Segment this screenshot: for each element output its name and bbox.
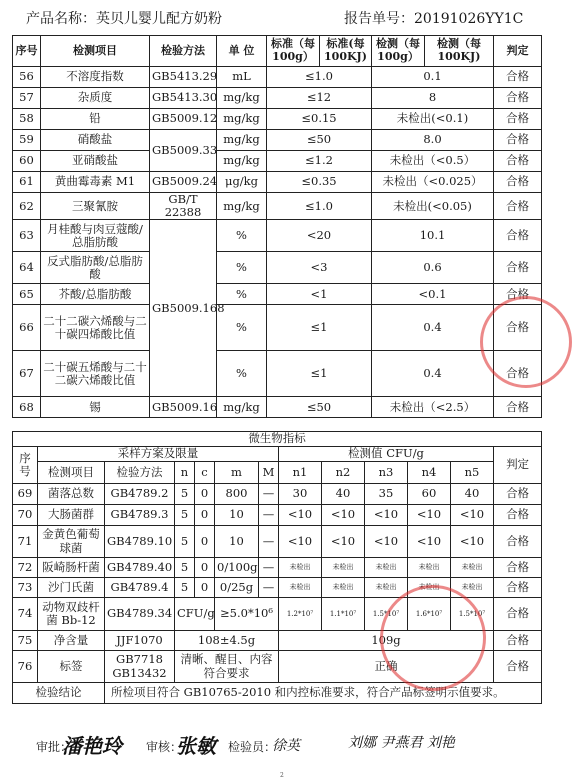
row-number: 63 [13,220,41,252]
table-row [13,130,542,151]
value-n1: 1.2*10⁷ [279,598,322,631]
judgement: 合格 [494,526,542,558]
test-method: GB5009.12 [150,109,217,130]
test-method: GB5009.168 [150,220,217,397]
detected-value: 未检出（<0.5） [372,151,494,172]
table-row [13,526,542,558]
standard-value: ≤1.0 [267,67,372,88]
value-n4: 1.6*10⁷ [408,598,451,631]
table-row [13,220,542,252]
judgement: 合格 [494,252,542,284]
test-item: 金黄色葡萄球菌 [38,526,105,558]
value-n5: 40 [451,484,494,505]
unit: μg/kg [217,172,267,193]
value-n4: 未检出 [408,578,451,598]
sample-c: 0 [195,558,215,578]
sample-n: 5 [175,526,195,558]
detected-value: 未检出（<0.025） [372,172,494,193]
row-number: 69 [13,484,38,505]
row-number: 71 [13,526,38,558]
judgement: 合格 [494,651,542,683]
value-n5: <10 [451,526,494,558]
table-row [13,351,542,397]
col-header-m: m [215,462,259,484]
judgement: 合格 [494,284,542,305]
test-item: 动物双歧杆菌 Bb-12 [38,598,105,631]
value-n2: 40 [322,484,365,505]
detected-value: 未检出(<0.05) [372,193,494,220]
test-method: JJF1070 [105,631,175,651]
value-n1: 未检出 [279,558,322,578]
col-header-plan: 采样方案及限量 [38,447,279,462]
row-number: 76 [13,651,38,683]
standard-value: ≤1 [267,305,372,351]
value-n4: <10 [408,526,451,558]
test-item: 标签 [38,651,105,683]
test-item: 黄曲霉毒素 M1 [41,172,150,193]
row-number: 72 [13,558,38,578]
row-number: 73 [13,578,38,598]
product-name: 产品名称：英贝儿婴儿配方奶粉 [26,11,222,27]
chemical-indicators-table [12,35,542,418]
test-item: 净含量 [38,631,105,651]
value-n3: 35 [365,484,408,505]
table-row [13,151,542,172]
sample-n: 5 [175,484,195,505]
standard-value: 108±4.5g [175,631,279,651]
inspector-label: 检验员： [228,740,277,754]
limit-M: — [259,484,279,505]
detected-value: 未检出（<2.5） [372,397,494,418]
judgement: 合格 [494,172,542,193]
approval-label: 审批： [36,740,73,754]
test-method: GB4789.34 [105,598,175,631]
col-header-c: c [195,462,215,484]
value-n1: <10 [279,526,322,558]
table-row [13,172,542,193]
sample-n: 5 [175,558,195,578]
sample-c: 0 [195,484,215,505]
value-n2: 未检出 [322,558,365,578]
standard-value: ≤1.2 [267,151,372,172]
table-row [13,67,542,88]
test-method: GB5413.30 [150,88,217,109]
detected-value: <0.1 [372,284,494,305]
unit: mg/kg [217,109,267,130]
test-item: 杂质度 [41,88,150,109]
table-row [13,109,542,130]
unit: mg/kg [217,130,267,151]
col-header-det-100kj: 检测（每100KJ) [425,36,494,67]
table-title: 微生物指标 [13,432,542,447]
col-header-item: 检测项目 [41,36,150,67]
value-n3: <10 [365,505,408,526]
judgement: 合格 [494,220,542,252]
test-item: 铅 [41,109,150,130]
row-number: 67 [13,351,41,397]
judgement: 合格 [494,88,542,109]
judgement: 合格 [494,305,542,351]
test-item: 三聚氰胺 [41,193,150,220]
value-n2: 1.1*10⁷ [322,598,365,631]
unit: % [217,252,267,284]
test-method: GB4789.2 [105,484,175,505]
unit: mg/kg [217,397,267,418]
col-header-n2: n2 [322,462,365,484]
col-header-unit: 单 位 [217,36,267,67]
judgement: 合格 [494,505,542,526]
judgement: 合格 [494,578,542,598]
judgement: 合格 [494,397,542,418]
limit-m: 0/100g [215,558,259,578]
limit-m: 10 [215,526,259,558]
approval-signature: 潘艳玲 [62,734,122,758]
col-header-std-100g: 标准（每100g） [267,36,320,67]
col-header-detect: 检测值 CFU/g [279,447,494,462]
limit-m: 800 [215,484,259,505]
sample-c: 0 [195,578,215,598]
inspection-seal [480,296,572,388]
col-header-judge: 判定 [494,447,542,484]
unit: mg/kg [217,151,267,172]
sample-c: 0 [195,526,215,558]
judgement: 合格 [494,67,542,88]
judgement: 合格 [494,558,542,578]
detected-value: 0.1 [372,67,494,88]
test-method: GB4789.3 [105,505,175,526]
table-row [13,305,542,351]
row-number: 65 [13,284,41,305]
col-header-std-100kj: 标准(每100KJ) [320,36,372,67]
review-label: 审核： [146,740,183,754]
judgement: 合格 [494,351,542,397]
test-item: 不溶度指数 [41,67,150,88]
unit: mg/kg [217,193,267,220]
unit: % [217,284,267,305]
test-method: GB5413.29 [150,67,217,88]
table-row [13,284,542,305]
col-header-method: 检验方法 [105,462,175,484]
standard-value: ≤1 [267,351,372,397]
table-row [13,88,542,109]
test-item: 阪崎肠杆菌 [38,558,105,578]
limit-M: — [259,526,279,558]
conclusion-text: 所检项目符合 GB10765-2010 和内控标准要求，符合产品标签明示值要求。 [105,683,542,704]
value-n1: <10 [279,505,322,526]
value-n3: 未检出 [365,578,408,598]
test-method: GB4789.40 [105,558,175,578]
unit: mL [217,67,267,88]
judgement: 合格 [494,109,542,130]
standard-value: ≤12 [267,88,372,109]
table-row [13,558,542,578]
test-item: 月桂酸与肉豆蔻酸/总脂肪酸 [41,220,150,252]
test-item: 沙门氏菌 [38,578,105,598]
row-number: 57 [13,88,41,109]
value-n3: 1.5*10⁷ [365,598,408,631]
standard-value: ≤50 [267,397,372,418]
standard-value: ≤1.0 [267,193,372,220]
test-method: GB/T 22388 [150,193,217,220]
test-item: 二十碳五烯酸与二十二碳六烯酸比值 [41,351,150,397]
judgement: 合格 [494,631,542,651]
page-number: 2 [280,772,284,779]
sample-n: 5 [175,578,195,598]
extra-signatures: 刘娜 尹燕君 刘艳 [348,735,455,751]
col-header-n4: n4 [408,462,451,484]
col-header-det-100g: 检测（每100g） [372,36,425,67]
sample-unit: CFU/g [175,598,215,631]
row-number: 56 [13,67,41,88]
value-n4: 60 [408,484,451,505]
col-header-n3: n3 [365,462,408,484]
value-n2: <10 [322,505,365,526]
standard-value: ≤0.35 [267,172,372,193]
table-row [13,484,542,505]
row-number: 66 [13,305,41,351]
table-row [13,193,542,220]
value-n1: 30 [279,484,322,505]
detected-value: 未检出(<0.1) [372,109,494,130]
test-method: GB5009.24 [150,172,217,193]
test-method: GB7718 GB13432 [105,651,175,683]
unit: % [217,351,267,397]
judgement: 合格 [494,193,542,220]
value-n5: 未检出 [451,558,494,578]
col-header-M: M [259,462,279,484]
limit-M: — [259,558,279,578]
test-method: GB4789.4 [105,578,175,598]
test-item: 硝酸盐 [41,130,150,151]
standard-value: <1 [267,284,372,305]
judgement: 合格 [494,484,542,505]
row-number: 61 [13,172,41,193]
row-number: 75 [13,631,38,651]
detected-value: 0.4 [372,305,494,351]
detected-value: 0.6 [372,252,494,284]
row-number: 62 [13,193,41,220]
row-number: 59 [13,130,41,151]
col-header-judge: 判定 [494,36,542,67]
standard-value: 清晰、醒目、内容符合要求 [175,651,279,683]
detected-value: 正确 [279,651,494,683]
value-n5: 1.5*10⁷ [451,598,494,631]
test-item: 亚硝酸盐 [41,151,150,172]
limit-M: — [259,578,279,598]
table-row [13,252,542,284]
value-n3: 未检出 [365,558,408,578]
value-n1: 未检出 [279,578,322,598]
limit-M: — [259,505,279,526]
row-number: 68 [13,397,41,418]
value-n4: 未检出 [408,558,451,578]
unit: % [217,220,267,252]
col-header-seq: 序号 [13,36,41,67]
unit: mg/kg [217,88,267,109]
report-number: 报告单号：20191026YY1C [344,11,524,27]
judgement: 合格 [494,598,542,631]
conclusion-label: 检验结论 [13,683,105,704]
table-row [13,397,542,418]
col-header-seq: 序号 [13,447,38,484]
col-header-n: n [175,462,195,484]
row-number: 70 [13,505,38,526]
detected-value: 0.4 [372,351,494,397]
sample-c: 0 [195,505,215,526]
limit-m: ≥5.0*10⁶ [215,598,279,631]
value-n5: 未检出 [451,578,494,598]
test-item: 反式脂肪酸/总脂肪酸 [41,252,150,284]
row-number: 58 [13,109,41,130]
judgement: 合格 [494,130,542,151]
test-item: 芥酸/总脂肪酸 [41,284,150,305]
detected-value: 8.0 [372,130,494,151]
judgement: 合格 [494,151,542,172]
standard-value: ≤50 [267,130,372,151]
row-number: 60 [13,151,41,172]
standard-value: <20 [267,220,372,252]
standard-value: <3 [267,252,372,284]
inspection-seal [380,585,486,691]
inspector-signature: 徐英 [272,738,300,754]
value-n3: <10 [365,526,408,558]
unit: % [217,305,267,351]
value-n5: <10 [451,505,494,526]
col-header-method: 检验方法 [150,36,217,67]
test-item: 菌落总数 [38,484,105,505]
row-number: 74 [13,598,38,631]
test-item: 锡 [41,397,150,418]
test-method: GB5009.33 [150,130,217,172]
limit-m: 10 [215,505,259,526]
sample-n: 5 [175,505,195,526]
detected-value: 10.1 [372,220,494,252]
standard-value: ≤0.15 [267,109,372,130]
detected-value: 8 [372,88,494,109]
test-method: GB4789.10 [105,526,175,558]
value-n2: <10 [322,526,365,558]
test-item: 大肠菌群 [38,505,105,526]
value-n4: <10 [408,505,451,526]
test-item: 二十二碳六烯酸与二十碳四烯酸比值 [41,305,150,351]
col-header-item: 检测项目 [38,462,105,484]
col-header-n1: n1 [279,462,322,484]
col-header-n5: n5 [451,462,494,484]
limit-m: 0/25g [215,578,259,598]
table-row [13,505,542,526]
row-number: 64 [13,252,41,284]
detected-value: 109g [279,631,494,651]
test-method: GB5009.16 [150,397,217,418]
value-n2: 未检出 [322,578,365,598]
review-signature: 张敏 [176,734,216,758]
